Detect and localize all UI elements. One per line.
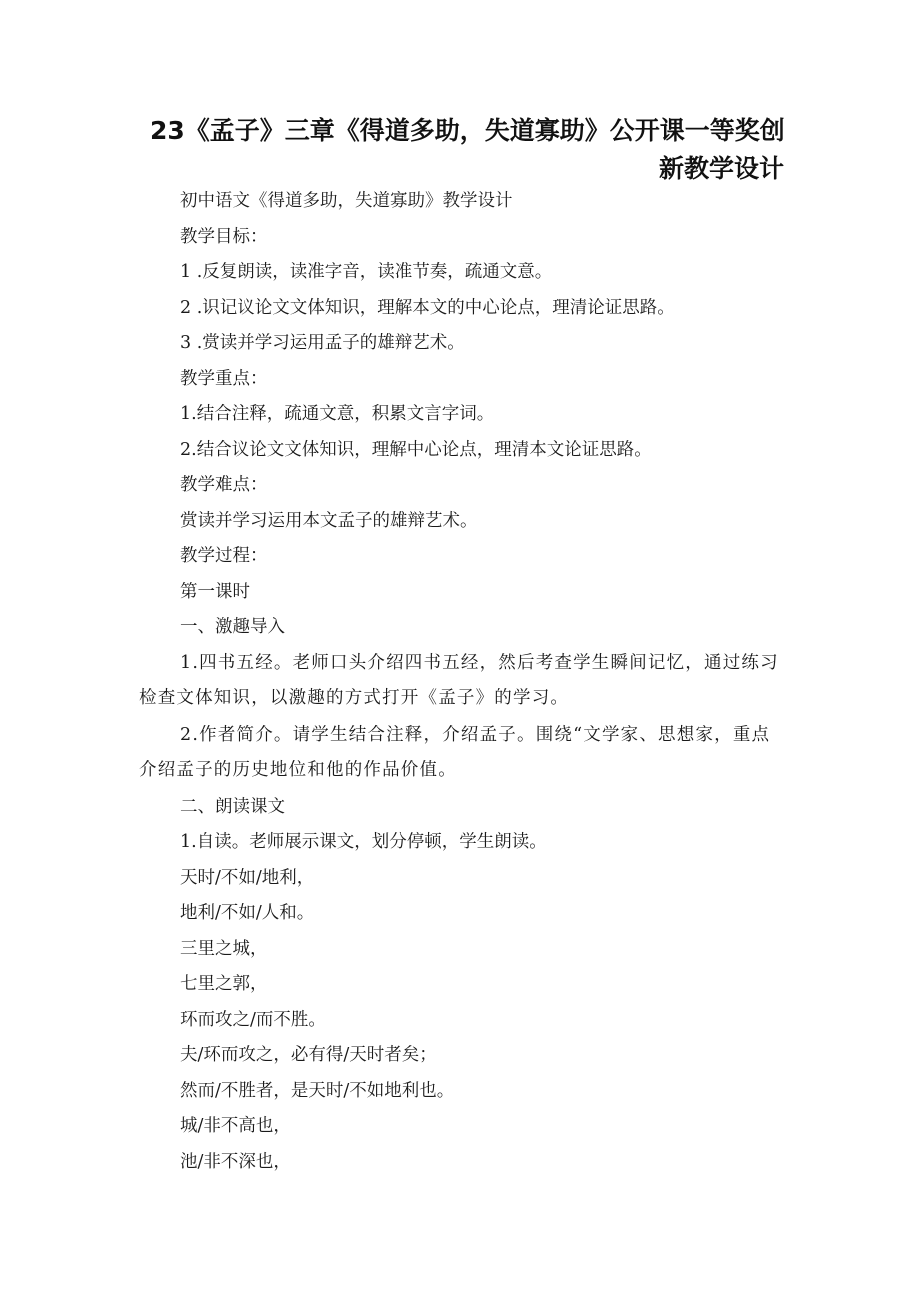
key-point-item: 2.结合议论文文体知识，理解中心论点，理清本文论证思路。 [180,439,652,460]
text-line: 地利/不如/人和。 [180,903,315,923]
text-line: 七里之郭， [180,974,268,994]
key-point-item: 1.结合注释，疏通文意，积累文言字词。 [180,404,495,424]
step-paragraph: 2.作者简介。请学生结合注释，介绍孟子。围绕“文学家、思想家，重点介绍孟子的历史地位和他的作品价值。 [139,724,771,780]
section-heading-key-points: 教学重点： [180,368,268,389]
difficulty-item: 赏读并学习运用本文孟子的雄辩艺术。 [180,510,478,531]
section-heading-process: 教学过程： [180,546,268,566]
objective-item: 2 .识记议论文文体知识，理解本文的中心论点，理清论证思路。 [180,297,675,318]
section-heading-difficulties: 教学难点： [180,475,268,495]
section-heading-objectives: 教学目标： [180,226,268,247]
objective-item: 3 .赏读并学习运用孟子的雄辩艺术。 [180,333,465,353]
step-heading: 二、朗读课文 [180,796,285,817]
objective-item: 1 .反复朗读，读准字音，读准节奏，疏通文意。 [180,262,553,282]
text-line: 城/非不高也， [180,1116,291,1136]
step-paragraph: 1.四书五经。老师口头介绍四书五经，然后考查学生瞬间记忆，通过练习检查文体知识，以激趣的方式打开《孟子》的学习。 [139,652,779,708]
text-line: 池/非不深也， [180,1151,291,1172]
title-line-1: 23《孟子》三章《得道多助，失道寡助》公开课一等奖创 [150,116,785,145]
text-line: 然而/不胜者，是天时/不如地利也。 [180,1080,455,1101]
lesson-heading: 第一课时 [180,581,250,602]
text-line: 三里之城， [180,938,268,959]
text-line: 夫/环而攻之，必有得/天时者矣； [180,1045,437,1065]
step-paragraph: 1.自读。老师展示课文，划分停顿，学生朗读。 [180,832,547,852]
step-heading: 一、激趣导入 [180,617,285,637]
text-line: 天时/不如/地利， [180,867,315,888]
text-line: 环而攻之/而不胜。 [180,1009,326,1030]
subtitle-paragraph: 初中语文《得道多助，失道寡助》教学设计 [180,191,513,211]
document-title [150,112,784,188]
title-line-2: 新教学设计 [658,154,784,183]
document-body [139,184,779,1180]
